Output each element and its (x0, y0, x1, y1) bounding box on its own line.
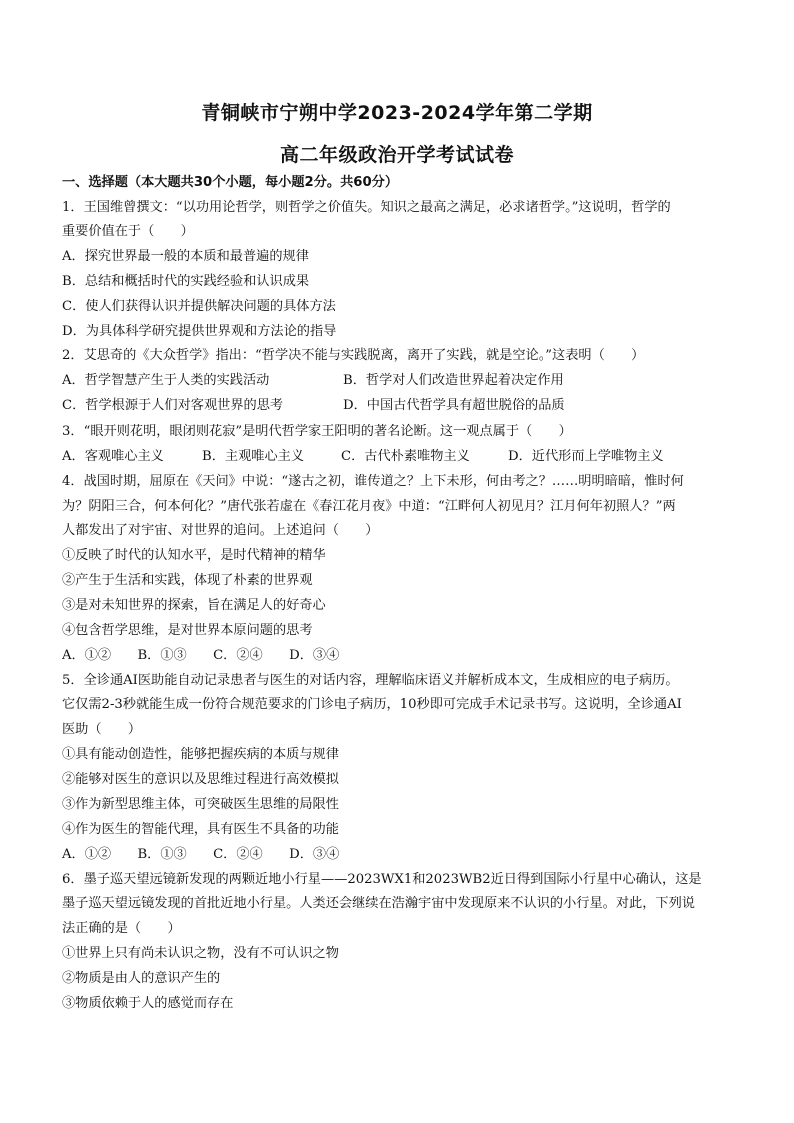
q1-option-c: C．使人们获得认识并提供解决问题的具体方法 (62, 299, 336, 314)
q5-statement-4: ④作为医生的智能代理，具有医生不具备的功能 (62, 822, 339, 837)
q4-statement-2: ②产生于生活和实践，体现了朴素的世界观 (62, 573, 313, 588)
q1-option-b: B．总结和概括时代的实践经验和认识成果 (62, 274, 310, 289)
q6-stem-line2: 墨子巡天望远镜发现的首批近地小行星。人类还会继续在浩瀚宇宙中发现原来不认识的小行星。对此，下列说 (62, 896, 695, 911)
q3-option-d: D．近代形而上学唯物主义 (508, 449, 664, 464)
q6-statement-2: ②物质是由人的意识产生的 (62, 971, 221, 986)
q6-stem-line1: 6．墨子巡天望远镜新发现的两颗近地小行星——2023WX1和2023WB2近日得到国际小行星中心确认，这是 (62, 872, 702, 887)
q5-stem-line1: 5．全诊通AI医助能自动记录患者与医生的对话内容，理解临床语义并解析成本文，生成相应的电子病历。 (62, 673, 679, 688)
q3-option-a: A．客观唯心主义 (62, 449, 164, 464)
q1-stem-line1: 1．王国维曾撰文：“以功用论哲学，则哲学之价值失。知识之最高之满足，必求诸哲学。”这说明，哲学的 (62, 200, 671, 215)
q6-stem-line3: 法正确的是（ ） (62, 921, 181, 936)
q2-option-d: D．中国古代哲学具有超世脱俗的品质 (343, 398, 565, 413)
q4-statement-4: ④包含哲学思维，是对世界本原问题的思考 (62, 623, 313, 638)
q4-statement-3: ③是对未知世界的探索，旨在满足人的好奇心 (62, 598, 326, 613)
q2-option-a: A．哲学智慧产生于人类的实践活动 (62, 373, 270, 388)
q1-stem-line2: 重要价值在于（ ） (62, 224, 194, 239)
q2-option-b: B．哲学对人们改造世界起着决定作用 (343, 373, 564, 388)
q2-option-c: C．哲学根源于人们对客观世界的思考 (62, 398, 284, 413)
q4-stem-line2: 为？阴阳三合，何本何化？”唐代张若虚在《春江花月夜》中道：“江畔何人初见月？江月何年初照人？”两 (62, 499, 676, 514)
q4-stem-line1: 4．战国时期，屈原在《天问》中说：“遂古之初，谁传道之？上下未形，何由考之？……明明暗暗，惟时何 (62, 474, 684, 489)
q5-statement-1: ①具有能动创造性，能够把握疾病的本质与规律 (62, 747, 339, 762)
q4-statement-1: ①反映了时代的认知水平，是时代精神的精华 (62, 548, 326, 563)
q4-stem-line3: 人都发出了对宇宙、对世界的追问。上述追问（ ） (62, 523, 379, 538)
exam-title: 青铜峡市宁朔中学2023-2024学年第二学期 (201, 102, 593, 124)
q2-stem-line1: 2．艾思奇的《大众哲学》指出：“哲学决不能与实践脱离，离开了实践，就是空论。”这表明（ ） (62, 348, 645, 363)
q3-stem-line1: 3．“眼开则花明，眼闭则花寂”是明代哲学家王阳明的著名论断。这一观点属于（ ） (62, 424, 572, 439)
q3-option-c: C．古代朴素唯物主义 (341, 449, 470, 464)
exam-subtitle: 高二年级政治开学考试试卷 (279, 144, 514, 166)
q1-option-a: A．探究世界最一般的本质和最普遍的规律 (62, 249, 309, 264)
q5-choices: A．①② B．①③ C．②④ D．③④ (62, 847, 340, 862)
q5-statement-2: ②能够对医生的意识以及思维过程进行高效模拟 (62, 772, 339, 787)
q3-option-b: B．主观唯心主义 (202, 449, 305, 464)
q5-stem-line3: 医助（ ） (62, 722, 142, 737)
q4-choices: A．①② B．①③ C．②④ D．③④ (62, 648, 340, 663)
q5-stem-line2: 它仅需2-3秒就能生成一份符合规范要求的门诊电子病历，10秒即可完成手术记录书写。这说明，全诊通AI (62, 697, 682, 712)
section-heading-choice: 一、选择题（本大题共30个小题，每小题2分。共60分） (62, 175, 399, 190)
q5-statement-3: ③作为新型思维主体，可突破医生思维的局限性 (62, 797, 339, 812)
q6-statement-3: ③物质依赖于人的感觉而存在 (62, 996, 234, 1011)
q1-option-d: D．为具体科学研究提供世界观和方法论的指导 (62, 324, 337, 339)
q6-statement-1: ①世界上只有尚未认识之物，没有不可认识之物 (62, 946, 339, 961)
